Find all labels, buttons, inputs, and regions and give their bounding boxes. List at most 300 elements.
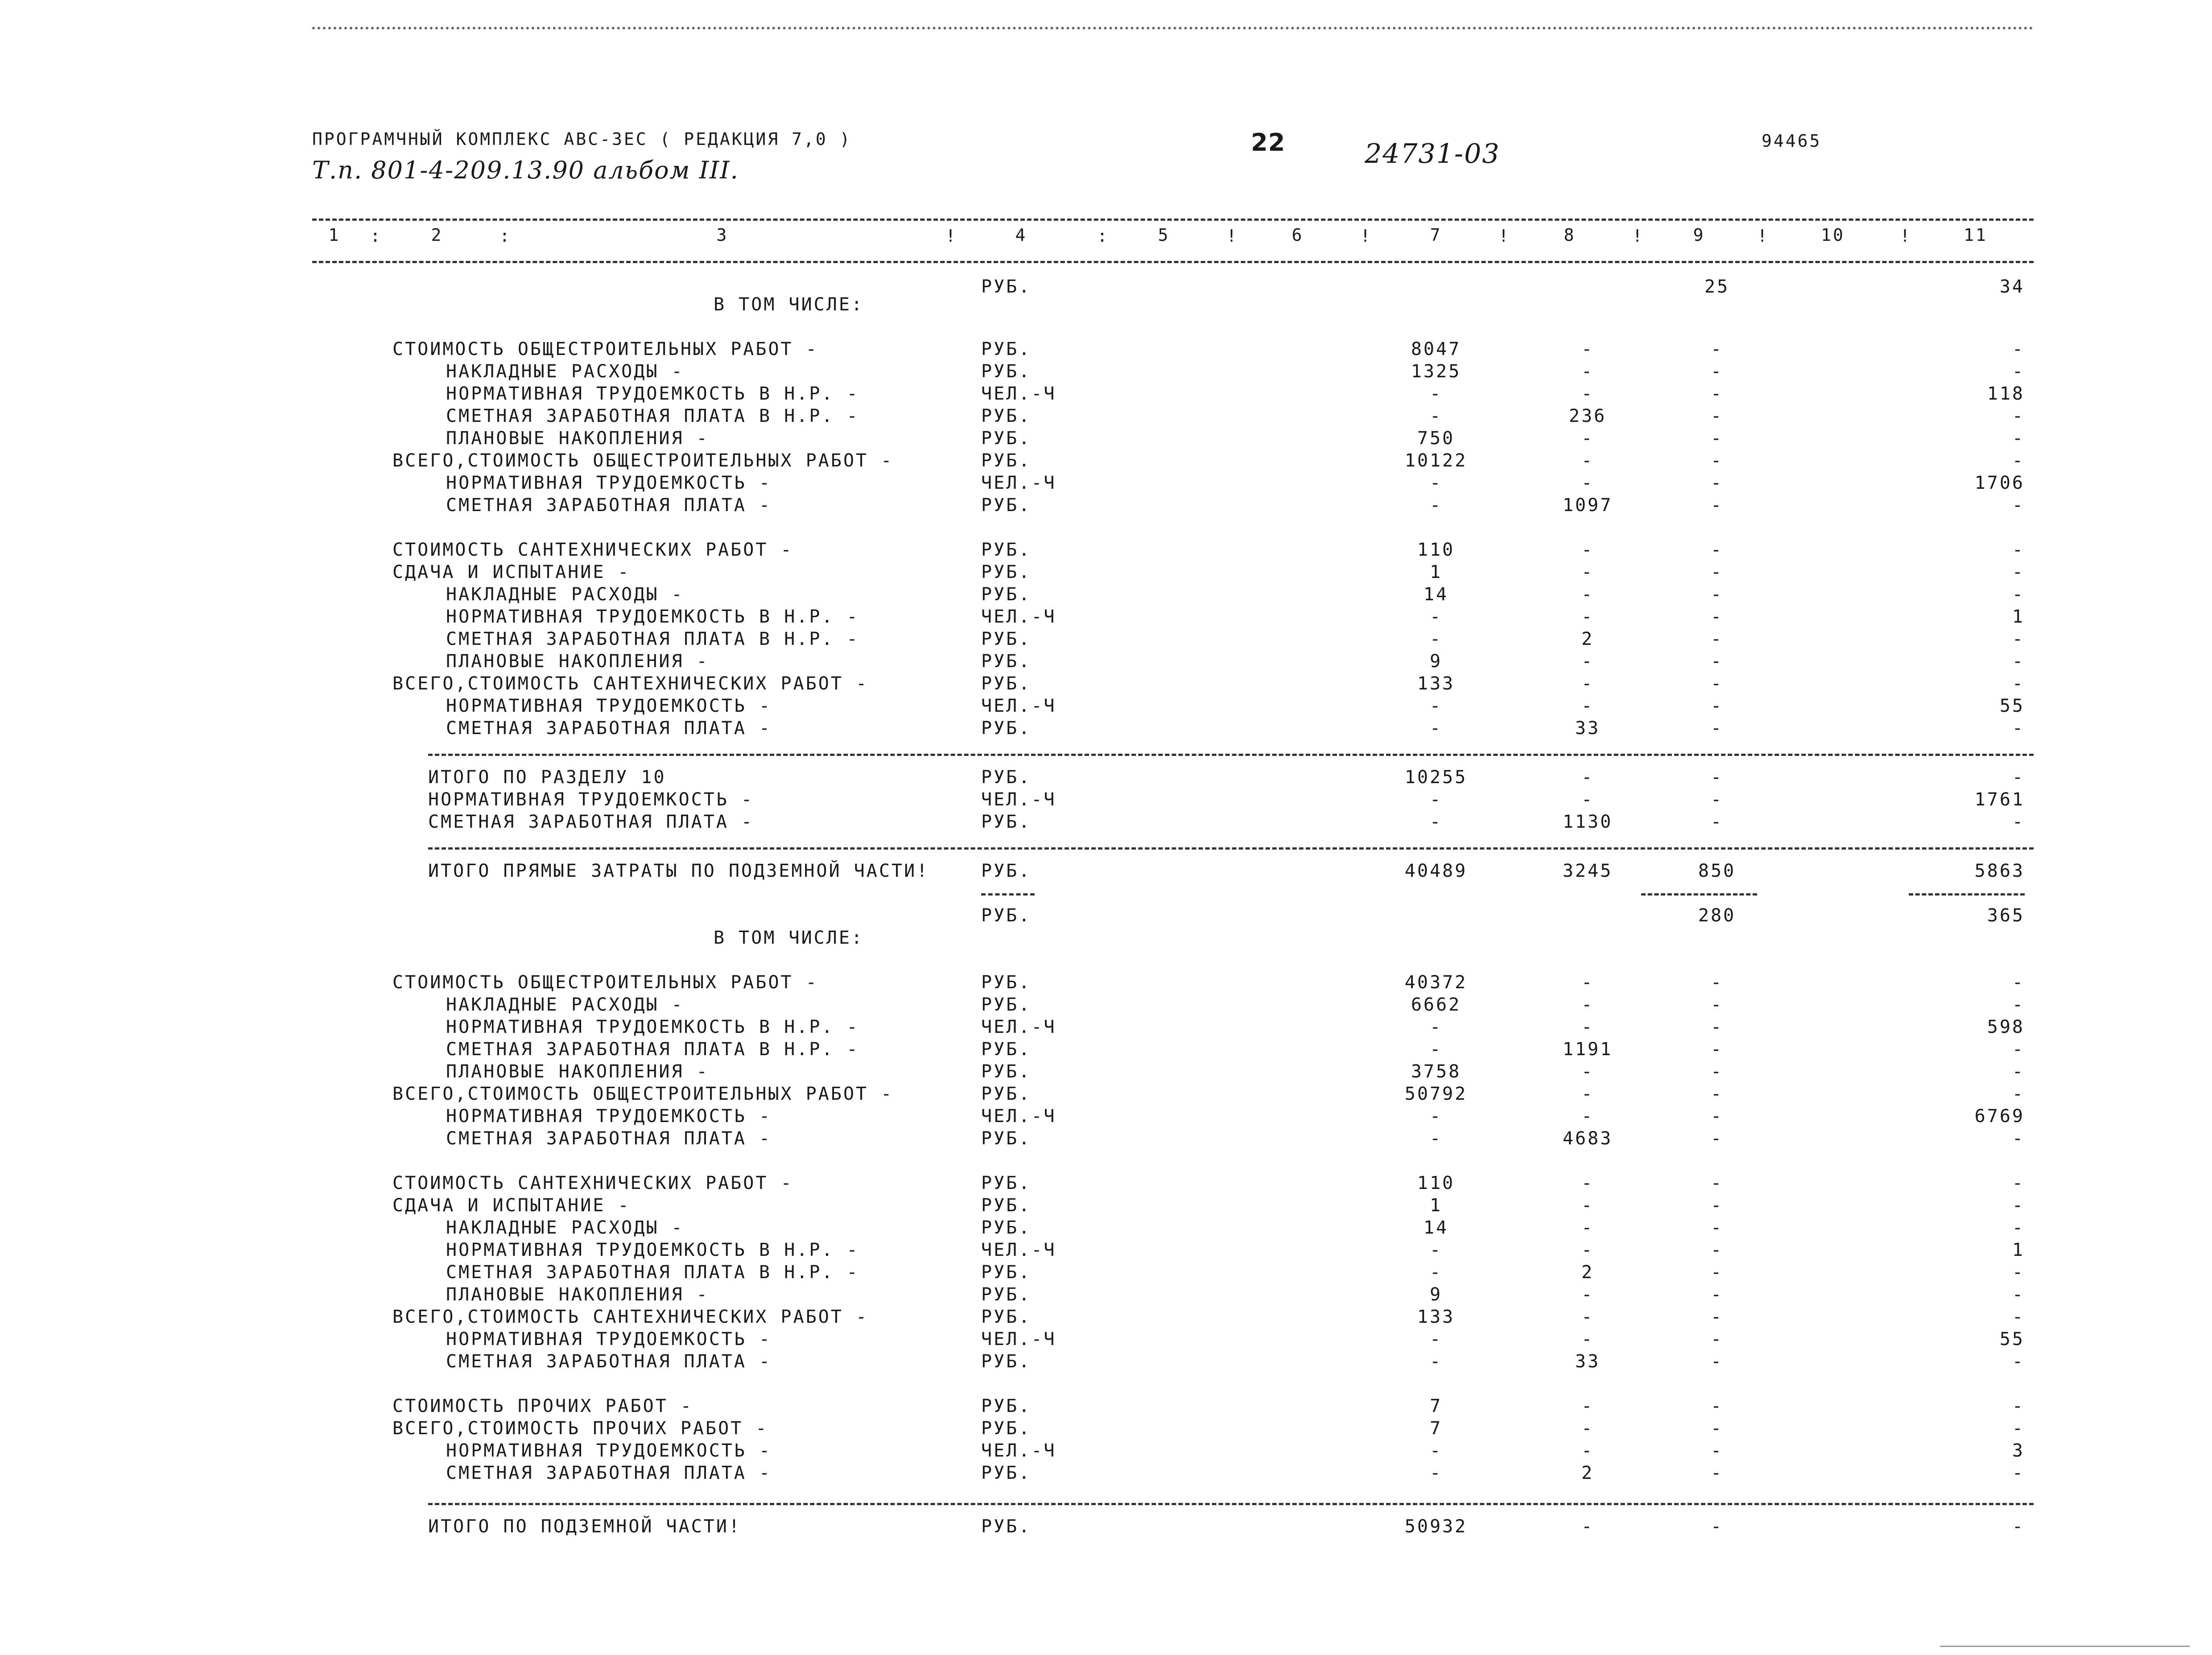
table-row [0,1284,2212,1308]
row-label: В ТОМ ЧИСЛЕ: [714,294,864,315]
col-11-header: 11 [1964,225,1988,245]
col-9-value: - [1710,1195,1724,1216]
table-row [0,406,2212,429]
col-11-value: - [2012,339,2025,359]
section-rule [428,847,2034,850]
col-8-value: - [1581,1329,1594,1350]
col-11-value: - [2012,995,2025,1015]
col-separator: ! [1632,226,1644,246]
col-8-value: - [1581,651,1594,672]
col-7-value: 6662 [1411,995,1461,1015]
col-9-value: - [1710,1329,1724,1350]
col-11-value: 365 [1987,905,2025,926]
col-9-value: - [1710,1240,1724,1260]
col-7-value: - [1429,384,1443,404]
row-unit: ЧЕЛ.-Ч [981,696,1056,716]
col-7-value: 10255 [1404,767,1468,788]
col-8-value: - [1581,1284,1594,1305]
table-row [0,1061,2212,1085]
col-11-value: - [2012,1396,2025,1416]
row-label: ПЛАНОВЫЕ НАКОПЛЕНИЯ - [446,651,709,672]
col-7-value: 14 [1423,1218,1449,1238]
table-row [0,1084,2212,1107]
col-7-value: - [1429,1329,1443,1350]
sheet-number: 22 [1251,128,1286,157]
row-unit: РУБ. [981,1262,1032,1283]
col-8-value: - [1581,473,1594,493]
row-unit: РУБ. [981,861,1032,881]
col-8-header: 8 [1564,225,1576,245]
document-code: 94465 [1762,131,1822,151]
col-7-value: - [1429,696,1443,716]
col-9-value: - [1710,1106,1724,1127]
row-label: СМЕТНАЯ ЗАРАБОТНАЯ ПЛАТА - [446,718,772,739]
row-unit: ЧЕЛ.-Ч [981,789,1056,810]
col-8-value: 33 [1575,1351,1601,1372]
col-9-value: - [1710,651,1724,672]
row-unit: РУБ. [981,1463,1032,1483]
col-11-value: - [2012,1307,2025,1327]
col-7-value: - [1429,1017,1443,1037]
row-unit: РУБ. [981,905,1032,926]
col-11-value: 1 [2012,1240,2025,1260]
table-row [0,928,2212,951]
col-11-value: - [2012,1173,2025,1193]
col-11-value: 6769 [1974,1106,2025,1127]
col-9-value: - [1710,428,1724,449]
row-unit: РУБ. [981,540,1032,560]
col-11-value: - [2012,1463,2025,1483]
row-label: ПЛАНОВЫЕ НАКОПЛЕНИЯ - [446,1284,709,1305]
row-label: ВСЕГО,СТОИМОСТЬ ОБЩЕСТРОИТЕЛЬНЫХ РАБОТ - [392,1084,894,1104]
col-9-value: - [1710,450,1724,471]
row-unit: РУБ. [981,1084,1032,1104]
col-9-value: - [1710,1284,1724,1305]
row-unit: РУБ. [981,495,1032,516]
col-8-value: - [1581,1084,1594,1104]
row-label: ИТОГО ПО РАЗДЕЛУ 10 [428,767,666,788]
row-unit: РУБ. [981,767,1032,788]
col-11-value: - [2012,1128,2025,1149]
table-row [0,812,2212,835]
col-9-value: - [1710,1084,1724,1104]
col-separator: ! [1757,226,1769,246]
col-7-value: 3758 [1411,1061,1461,1082]
row-label: ВСЕГО,СТОИМОСТЬ ПРОЧИХ РАБОТ - [392,1418,768,1439]
col-11-value: - [2012,428,2025,449]
row-label: НОРМАТИВНАЯ ТРУДОЕМКОСТЬ - [446,1329,772,1350]
col-3-header: 3 [716,225,729,245]
row-unit: РУБ. [981,972,1032,993]
col-separator: ! [945,226,957,246]
row-unit: РУБ. [981,361,1032,382]
col-9-header: 9 [1693,225,1705,245]
col-7-value: - [1429,789,1443,810]
col-9-value: - [1710,1218,1724,1238]
col-9-value: - [1710,972,1724,993]
col-9-value: - [1710,406,1724,426]
table-row [0,1516,2212,1539]
col-8-value: - [1581,1061,1594,1082]
col-9-value: - [1710,540,1724,560]
row-label: ИТОГО ПО ПОДЗЕМНОЙ ЧАСТИ! [428,1516,742,1537]
col-8-value: - [1581,607,1594,627]
col-7-value: 750 [1417,428,1455,449]
col-11-value: - [2012,540,2025,560]
col-8-value: 3245 [1562,861,1613,881]
table-row [0,361,2212,384]
col-7-value: - [1429,1463,1443,1483]
table-row [0,696,2212,719]
table-row [0,1396,2212,1419]
col-8-value: - [1581,1440,1594,1461]
row-label: СДАЧА И ИСПЫТАНИЕ - [392,562,631,582]
col-9-value: - [1710,1173,1724,1193]
row-unit: РУБ. [981,1396,1032,1416]
col-separator: ! [1226,226,1238,246]
col-separator: ! [1900,226,1912,246]
col-7-value: 1325 [1411,361,1461,382]
col-8-value: - [1581,1218,1594,1238]
section-rule [428,1503,2034,1505]
row-label: СТОИМОСТЬ САНТЕХНИЧЕСКИХ РАБОТ - [392,1173,793,1193]
col-7-value: 1 [1429,562,1443,582]
col-7-value: 40372 [1404,972,1468,993]
col-8-value: 2 [1581,1463,1594,1483]
row-label: СТОИМОСТЬ ПРОЧИХ РАБОТ - [392,1396,693,1416]
col-9-value: - [1710,1463,1724,1483]
table-row [0,540,2212,563]
col-7-value: 40489 [1404,861,1468,881]
col-7-header: 7 [1430,225,1442,245]
col-7-value: - [1429,1262,1443,1283]
col-11-value: - [2012,767,2025,788]
col-7-value: 8047 [1411,339,1461,359]
col-4-header: 4 [1015,225,1028,245]
row-unit: РУБ. [981,718,1032,739]
col-9-value: - [1710,812,1724,832]
col-11-value: - [2012,1039,2025,1060]
row-unit: ЧЕЛ.-Ч [981,473,1056,493]
table-row [0,1218,2212,1241]
col-7-value: 9 [1429,651,1443,672]
col-9-value: 280 [1698,905,1736,926]
row-label: СМЕТНАЯ ЗАРАБОТНАЯ ПЛАТА - [446,1463,772,1483]
col-11-value: 3 [2012,1440,2025,1461]
col-11-value: - [2012,1284,2025,1305]
row-label: НОРМАТИВНАЯ ТРУДОЕМКОСТЬ - [446,696,772,716]
row-unit: ЧЕЛ.-Ч [981,1440,1056,1461]
row-unit: ЧЕЛ.-Ч [981,384,1056,404]
col-7-value: - [1429,607,1443,627]
col-8-value: - [1581,1173,1594,1193]
row-label: НАКЛАДНЫЕ РАСХОДЫ - [446,1218,684,1238]
col-9-value: - [1710,789,1724,810]
col-5-header: 5 [1158,225,1170,245]
col-9-value: - [1710,607,1724,627]
program-title: ПРОГРАМЧНЫЙ КОМПЛЕКС АВС-3ЕС ( РЕДАКЦИЯ 7,0 ) [312,129,852,149]
row-unit: РУБ. [981,812,1032,832]
row-unit: РУБ. [981,277,1032,297]
col-9-value: - [1710,673,1724,694]
project-handwritten: Т.п. 801-4-209.13.90 альбом III. [312,156,739,184]
col-7-value: - [1429,812,1443,832]
row-label: ВСЕГО,СТОИМОСТЬ ОБЩЕСТРОИТЕЛЬНЫХ РАБОТ - [392,450,894,471]
row-unit: РУБ. [981,1195,1032,1216]
row-label: НОРМАТИВНАЯ ТРУДОЕМКОСТЬ - [428,789,754,810]
col-8-value: - [1581,1516,1594,1537]
col-1-header: 1 [328,225,341,245]
underline-rule [981,893,1035,896]
col-8-value: - [1581,1396,1594,1416]
col-7-value: - [1429,1440,1443,1461]
table-row [0,495,2212,518]
col-8-value: - [1581,673,1594,694]
col-8-value: - [1581,384,1594,404]
row-unit: РУБ. [981,584,1032,605]
row-label: НАКЛАДНЫЕ РАСХОДЫ - [446,995,684,1015]
col-9-value: - [1710,361,1724,382]
row-label: ВСЕГО,СТОИМОСТЬ САНТЕХНИЧЕСКИХ РАБОТ - [392,673,869,694]
scan-edge-line [1940,1646,2190,1647]
underline-rule [1641,893,1757,896]
row-unit: ЧЕЛ.-Ч [981,1240,1056,1260]
row-unit: РУБ. [981,1351,1032,1372]
col-7-value: 14 [1423,584,1449,605]
row-unit: РУБ. [981,1061,1032,1082]
col-2-header: 2 [431,225,443,245]
row-label: СМЕТНАЯ ЗАРАБОТНАЯ ПЛАТА - [446,1351,772,1372]
col-8-value: 1130 [1562,812,1613,832]
col-11-value: 1761 [1974,789,2025,810]
col-8-value: 2 [1581,629,1594,649]
col-separator: ! [1498,226,1510,246]
col-7-value: 7 [1429,1396,1443,1416]
row-unit: РУБ. [981,339,1032,359]
col-11-value: - [2012,1061,2025,1082]
table-row [0,972,2212,995]
row-label: НОРМАТИВНАЯ ТРУДОЕМКОСТЬ - [446,1106,772,1127]
col-8-value: 4683 [1562,1128,1613,1149]
col-9-value: - [1710,767,1724,788]
col-9-value: - [1710,339,1724,359]
row-label: НОРМАТИВНАЯ ТРУДОЕМКОСТЬ В Н.Р. - [446,384,859,404]
row-unit: РУБ. [981,1307,1032,1327]
row-label: НОРМАТИВНАЯ ТРУДОЕМКОСТЬ В Н.Р. - [446,1017,859,1037]
row-label: НОРМАТИВНАЯ ТРУДОЕМКОСТЬ - [446,1440,772,1461]
table-row [0,562,2212,585]
col-11-value: 1 [2012,607,2025,627]
col-11-value: - [2012,812,2025,832]
col-11-value: - [2012,1218,2025,1238]
col-7-value: - [1429,1128,1443,1149]
table-row [0,718,2212,741]
col-11-value: 1706 [1974,473,2025,493]
table-row [0,789,2212,813]
table-row [0,1307,2212,1330]
col-8-value: - [1581,1418,1594,1439]
col-8-value: 1097 [1562,495,1613,516]
col-11-value: - [2012,1351,2025,1372]
row-label: НОРМАТИВНАЯ ТРУДОЕМКОСТЬ В Н.Р. - [446,607,859,627]
col-9-value: - [1710,696,1724,716]
row-label: НОРМАТИВНАЯ ТРУДОЕМКОСТЬ - [446,473,772,493]
table-row [0,1463,2212,1486]
col-7-value: 1 [1429,1195,1443,1216]
col-7-value: - [1429,629,1443,649]
row-label: СМЕТНАЯ ЗАРАБОТНАЯ ПЛАТА В Н.Р. - [446,629,859,649]
col-8-value: 2 [1581,1262,1594,1283]
table-row [0,1240,2212,1263]
col-11-value: - [2012,1195,2025,1216]
col-7-value: - [1429,495,1443,516]
col-11-value: - [2012,972,2025,993]
row-unit: ЧЕЛ.-Ч [981,1017,1056,1037]
underline-rule [1909,893,2025,896]
col-9-value: - [1710,1396,1724,1416]
col-8-value: - [1581,789,1594,810]
col-7-value: 110 [1417,1173,1455,1193]
col-11-value: - [2012,562,2025,582]
col-9-value: - [1710,1351,1724,1372]
table-row [0,1195,2212,1218]
table-row [0,607,2212,630]
col-8-value: - [1581,767,1594,788]
table-row [0,450,2212,474]
table-row [0,1418,2212,1441]
row-label: В ТОМ ЧИСЛЕ: [714,928,864,948]
table-row [0,767,2212,790]
col-11-value: - [2012,1418,2025,1439]
row-unit: ЧЕЛ.-Ч [981,1329,1056,1350]
col-7-value: - [1429,1106,1443,1127]
row-label: ПЛАНОВЫЕ НАКОПЛЕНИЯ - [446,1061,709,1082]
col-11-value: - [2012,406,2025,426]
row-label: ВСЕГО,СТОИМОСТЬ САНТЕХНИЧЕСКИХ РАБОТ - [392,1307,869,1327]
col-8-value: - [1581,1307,1594,1327]
col-9-value: - [1710,629,1724,649]
col-9-value: - [1710,1516,1724,1537]
row-unit: РУБ. [981,428,1032,449]
col-8-value: - [1581,972,1594,993]
table-row [0,673,2212,697]
table-row [0,995,2212,1018]
col-11-value: 55 [1999,1329,2025,1350]
col-7-value: 133 [1417,673,1455,694]
col-9-value: - [1710,1440,1724,1461]
col-9-value: - [1710,1061,1724,1082]
table-row [0,1262,2212,1285]
row-label: СДАЧА И ИСПЫТАНИЕ - [392,1195,631,1216]
col-7-value: - [1429,473,1443,493]
row-unit: РУБ. [981,995,1032,1015]
table-row [0,339,2212,362]
row-label: НАКЛАДНЫЕ РАСХОДЫ - [446,361,684,382]
col-9-value: - [1710,1017,1724,1037]
col-7-value: 7 [1429,1418,1443,1439]
col-7-value: 50932 [1404,1516,1468,1537]
row-unit: РУБ. [981,629,1032,649]
table-row [0,1017,2212,1040]
col-9-value: - [1710,473,1724,493]
col-8-value: - [1581,450,1594,471]
section-rule [428,754,2034,756]
col-7-value: 110 [1417,540,1455,560]
col-6-header: 6 [1292,225,1304,245]
col-8-value: - [1581,562,1594,582]
row-label: СМЕТНАЯ ЗАРАБОТНАЯ ПЛАТА В Н.Р. - [446,1039,859,1060]
row-label: СМЕТНАЯ ЗАРАБОТНАЯ ПЛАТА В Н.Р. - [446,406,859,426]
row-label: ИТОГО ПРЯМЫЕ ЗАТРАТЫ ПО ПОДЗЕМНОЙ ЧАСТИ! [428,861,929,881]
col-separator: : [1097,226,1109,246]
col-8-value: 33 [1575,718,1601,739]
col-9-value: - [1710,1262,1724,1283]
col-8-value: 1191 [1562,1039,1613,1060]
row-unit: РУБ. [981,1516,1032,1537]
col-11-value: - [2012,1516,2025,1537]
col-7-value: - [1429,1240,1443,1260]
col-9-value: 25 [1704,277,1730,297]
row-unit: РУБ. [981,651,1032,672]
col-11-value: - [2012,629,2025,649]
col-8-value: - [1581,696,1594,716]
col-separator: : [499,226,512,246]
row-unit: РУБ. [981,1173,1032,1193]
col-8-value: - [1581,584,1594,605]
table-row [0,1351,2212,1374]
col-11-value: - [2012,1262,2025,1283]
col-7-value: 50792 [1404,1084,1468,1104]
col-11-value: - [2012,495,2025,516]
table-row [0,1173,2212,1196]
table-row [0,1440,2212,1464]
row-unit: РУБ. [981,406,1032,426]
col-7-value: - [1429,406,1443,426]
document-number-handwritten: 24731-03 [1365,138,1500,169]
col-8-value: - [1581,428,1594,449]
table-row [0,1329,2212,1352]
col-8-value: - [1581,540,1594,560]
row-unit: РУБ. [981,1039,1032,1060]
col-11-value: - [2012,651,2025,672]
col-8-value: - [1581,339,1594,359]
row-label: СМЕТНАЯ ЗАРАБОТНАЯ ПЛАТА - [446,495,772,516]
col-7-value: - [1429,1039,1443,1060]
col-9-value: - [1710,495,1724,516]
table-row [0,294,2212,318]
row-label: НОРМАТИВНАЯ ТРУДОЕМКОСТЬ В Н.Р. - [446,1240,859,1260]
col-8-value: - [1581,1240,1594,1260]
row-unit: ЧЕЛ.-Ч [981,607,1056,627]
row-unit: РУБ. [981,1418,1032,1439]
col-11-value: 55 [1999,696,2025,716]
col-9-value: - [1710,995,1724,1015]
row-label: НАКЛАДНЫЕ РАСХОДЫ - [446,584,684,605]
col-11-value: - [2012,673,2025,694]
table-row [0,861,2212,884]
col-9-value: 850 [1698,861,1736,881]
col-11-value: - [2012,584,2025,605]
col-9-value: - [1710,584,1724,605]
col-9-value: - [1710,1418,1724,1439]
col-8-value: 236 [1568,406,1607,426]
col-9-value: - [1710,1039,1724,1060]
table-row [0,473,2212,496]
col-7-value: 9 [1429,1284,1443,1305]
row-label: СМЕТНАЯ ЗАРАБОТНАЯ ПЛАТА В Н.Р. - [446,1262,859,1283]
table-row [0,384,2212,407]
col-8-value: - [1581,1017,1594,1037]
